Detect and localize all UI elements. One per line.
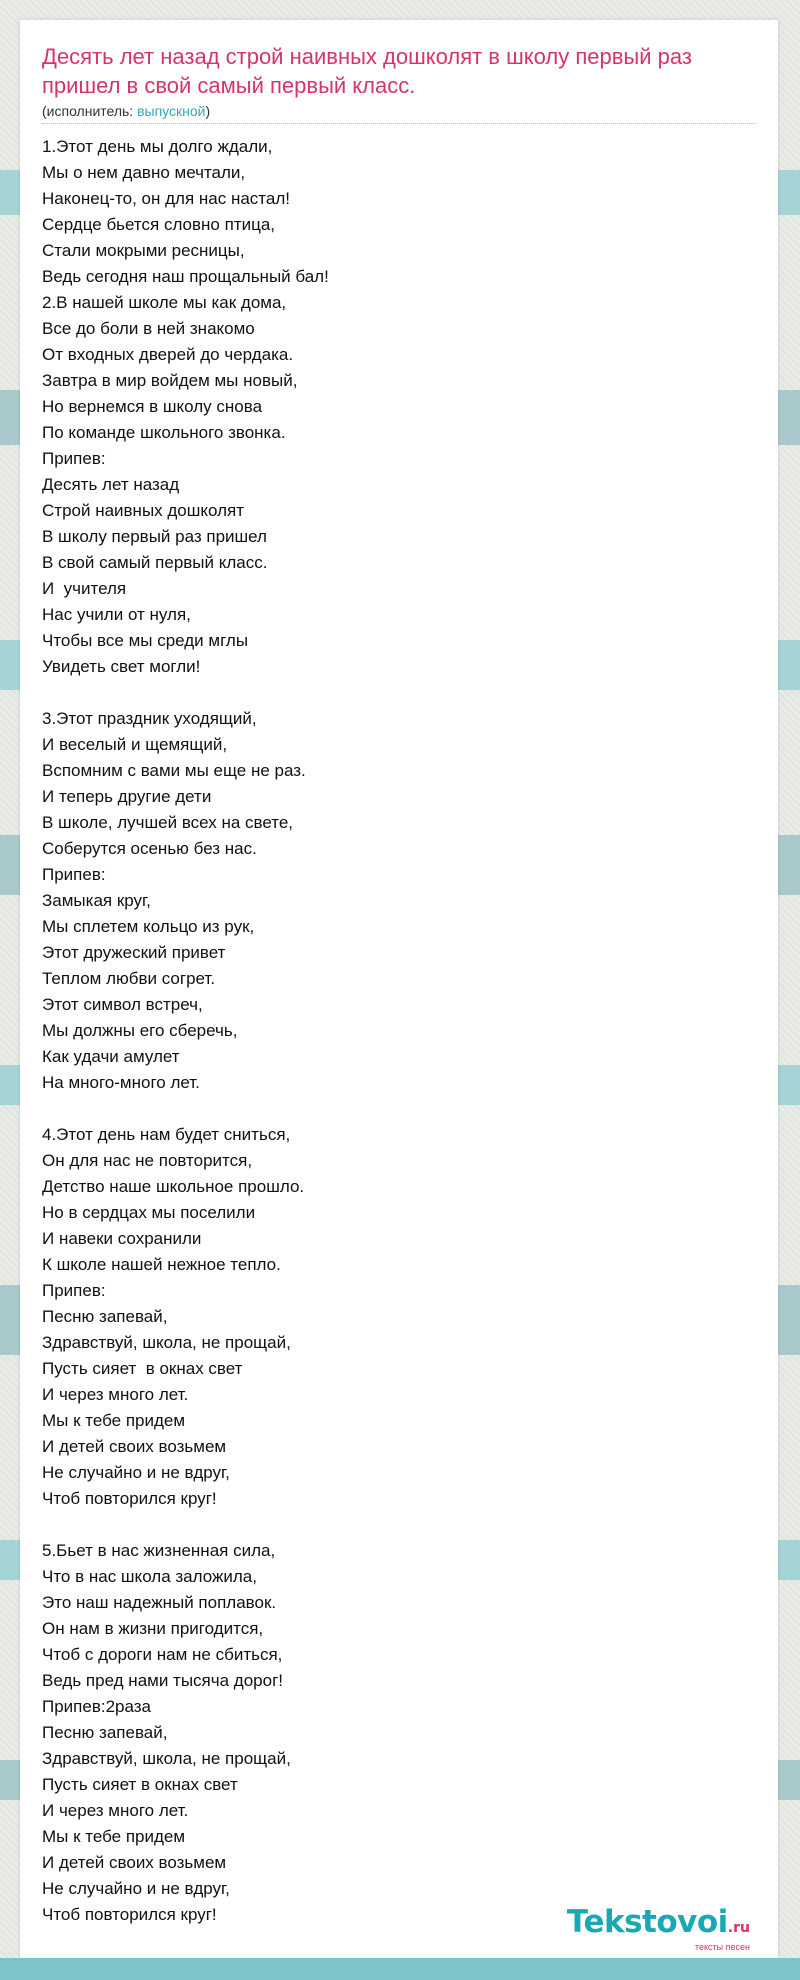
lyrics-line: Это наш надежный поплавок. xyxy=(42,1593,277,1612)
logo-suffix: .ru xyxy=(727,1920,750,1936)
lyrics-line: От входных дверей до чердака. xyxy=(42,345,294,364)
lyrics-line: Но в сердцах мы поселили xyxy=(42,1203,256,1222)
lyrics-line: И веселый и щемящий, xyxy=(42,735,228,754)
lyrics-line: Наконец-то, он для нас настал! xyxy=(42,189,290,208)
lyrics-line: Этот дружеский привет xyxy=(42,943,226,962)
site-logo[interactable] xyxy=(567,1905,750,1952)
lyrics-line: И через много лет. xyxy=(42,1801,189,1820)
lyrics-line: Увидеть свет могли! xyxy=(42,657,201,676)
lyrics-line: Припев:2раза xyxy=(42,1697,152,1716)
lyrics-text xyxy=(42,134,756,1928)
lyrics-line: Не случайно и не вдруг, xyxy=(42,1463,230,1482)
lyrics-line: Ведь пред нами тысяча дорог! xyxy=(42,1671,284,1690)
lyrics-line: Ведь сегодня наш прощальный бал! xyxy=(42,267,329,286)
lyrics-line: Как удачи амулет xyxy=(42,1047,180,1066)
lyrics-line: В школу первый раз пришел xyxy=(42,527,267,546)
lyrics-line: Теплом любви согрет. xyxy=(42,969,216,988)
lyrics-line: И через много лет. xyxy=(42,1385,189,1404)
lyrics-line: Мы к тебе придем xyxy=(42,1827,186,1846)
lyrics-line: 2.В нашей школе мы как дома, xyxy=(42,293,287,312)
lyrics-line: Соберутся осенью без нас. xyxy=(42,839,257,858)
lyrics-line: Чтоб повторился круг! xyxy=(42,1489,217,1508)
lyrics-line: Мы к тебе придем xyxy=(42,1411,186,1430)
lyrics-line: Вспомним с вами мы еще не раз. xyxy=(42,761,306,780)
lyrics-blank-line xyxy=(42,680,756,706)
logo-name: Tekstovoi xyxy=(566,1904,728,1940)
lyrics-line: Что в нас школа заложила, xyxy=(42,1567,257,1586)
lyrics-line: Сердце бьется словно птица, xyxy=(42,215,276,234)
logo-tagline: тексты песен xyxy=(694,1942,750,1952)
lyrics-line: Этот символ встреч, xyxy=(42,995,203,1014)
lyrics-line: Песню запевай, xyxy=(42,1307,168,1326)
song-title: Десять лет назад строй наивных дошколят в школу первый раз пришел в свой самый первый класс. xyxy=(42,44,692,98)
lyrics-line: Не случайно и не вдруг, xyxy=(42,1879,230,1898)
lyrics-line: По команде школьного звонка. xyxy=(42,423,286,442)
lyrics-blank-line xyxy=(42,1512,756,1538)
lyrics-line: Все до боли в ней знакомо xyxy=(42,319,255,338)
lyrics-line: Припев: xyxy=(42,865,106,884)
lyrics-line: Замыкая круг, xyxy=(42,891,151,910)
lyrics-line: Чтоб повторился круг! xyxy=(42,1905,217,1924)
lyrics-line: Здравствуй, школа, не прощай, xyxy=(42,1749,291,1768)
lyrics-line: И учителя xyxy=(42,579,127,598)
lyrics-line: И детей своих возьмем xyxy=(42,1853,227,1872)
lyrics-line: 3.Этот праздник уходящий, xyxy=(42,709,257,728)
lyrics-line: Он для нас не повторится, xyxy=(42,1151,253,1170)
lyrics-blank-line xyxy=(42,1096,756,1122)
lyrics-line: Он нам в жизни пригодится, xyxy=(42,1619,264,1638)
lyrics-line: Мы должны его сберечь, xyxy=(42,1021,238,1040)
lyrics-line: В школе, лучшей всех на свете, xyxy=(42,813,294,832)
lyrics-line: Песню запевай, xyxy=(42,1723,168,1742)
lyrics-line: Чтоб с дороги нам не сбиться, xyxy=(42,1645,283,1664)
lyrics-line: Десять лет назад xyxy=(42,475,180,494)
divider xyxy=(42,123,756,124)
lyrics-line: К школе нашей нежное тепло. xyxy=(42,1255,281,1274)
artist-link[interactable]: выпускной xyxy=(137,103,206,119)
lyrics-line: И детей своих возьмем xyxy=(42,1437,227,1456)
lyrics-line: Чтобы все мы среди мглы xyxy=(42,631,249,650)
lyrics-line: Стали мокрыми ресницы, xyxy=(42,241,245,260)
lyrics-line: 4.Этот день нам будет сниться, xyxy=(42,1125,291,1144)
lyrics-card xyxy=(20,20,778,1958)
lyrics-line: Завтра в мир войдем мы новый, xyxy=(42,371,298,390)
lyrics-line: На много-много лет. xyxy=(42,1073,200,1092)
lyrics-line: Здравствуй, школа, не прощай, xyxy=(42,1333,291,1352)
lyrics-line: Припев: xyxy=(42,1281,106,1300)
lyrics-line: Нас учили от нуля, xyxy=(42,605,191,624)
credit-suffix: ) xyxy=(205,103,211,119)
lyrics-line: Мы о нем давно мечтали, xyxy=(42,163,246,182)
lyrics-line: Пусть сияет в окнах свет xyxy=(42,1359,243,1378)
credit-prefix: (исполнитель: xyxy=(42,103,138,119)
lyrics-line: И теперь другие дети xyxy=(42,787,212,806)
lyrics-line: В свой самый первый класс. xyxy=(42,553,268,572)
lyrics-line: Но вернемся в школу снова xyxy=(42,397,263,416)
lyrics-line: 5.Бьет в нас жизненная сила, xyxy=(42,1541,276,1560)
footer-bar xyxy=(0,1958,800,1980)
lyrics-line: Мы сплетем кольцо из рук, xyxy=(42,917,255,936)
artist-credit xyxy=(42,103,210,119)
lyrics-line: Детство наше школьное прошло. xyxy=(42,1177,305,1196)
lyrics-line: Пусть сияет в окнах свет xyxy=(42,1775,238,1794)
lyrics-line: 1.Этот день мы долго ждали, xyxy=(42,137,273,156)
lyrics-line: Припев: xyxy=(42,449,106,468)
lyrics-line: И навеки сохранили xyxy=(42,1229,202,1248)
lyrics-line: Строй наивных дошколят xyxy=(42,501,245,520)
